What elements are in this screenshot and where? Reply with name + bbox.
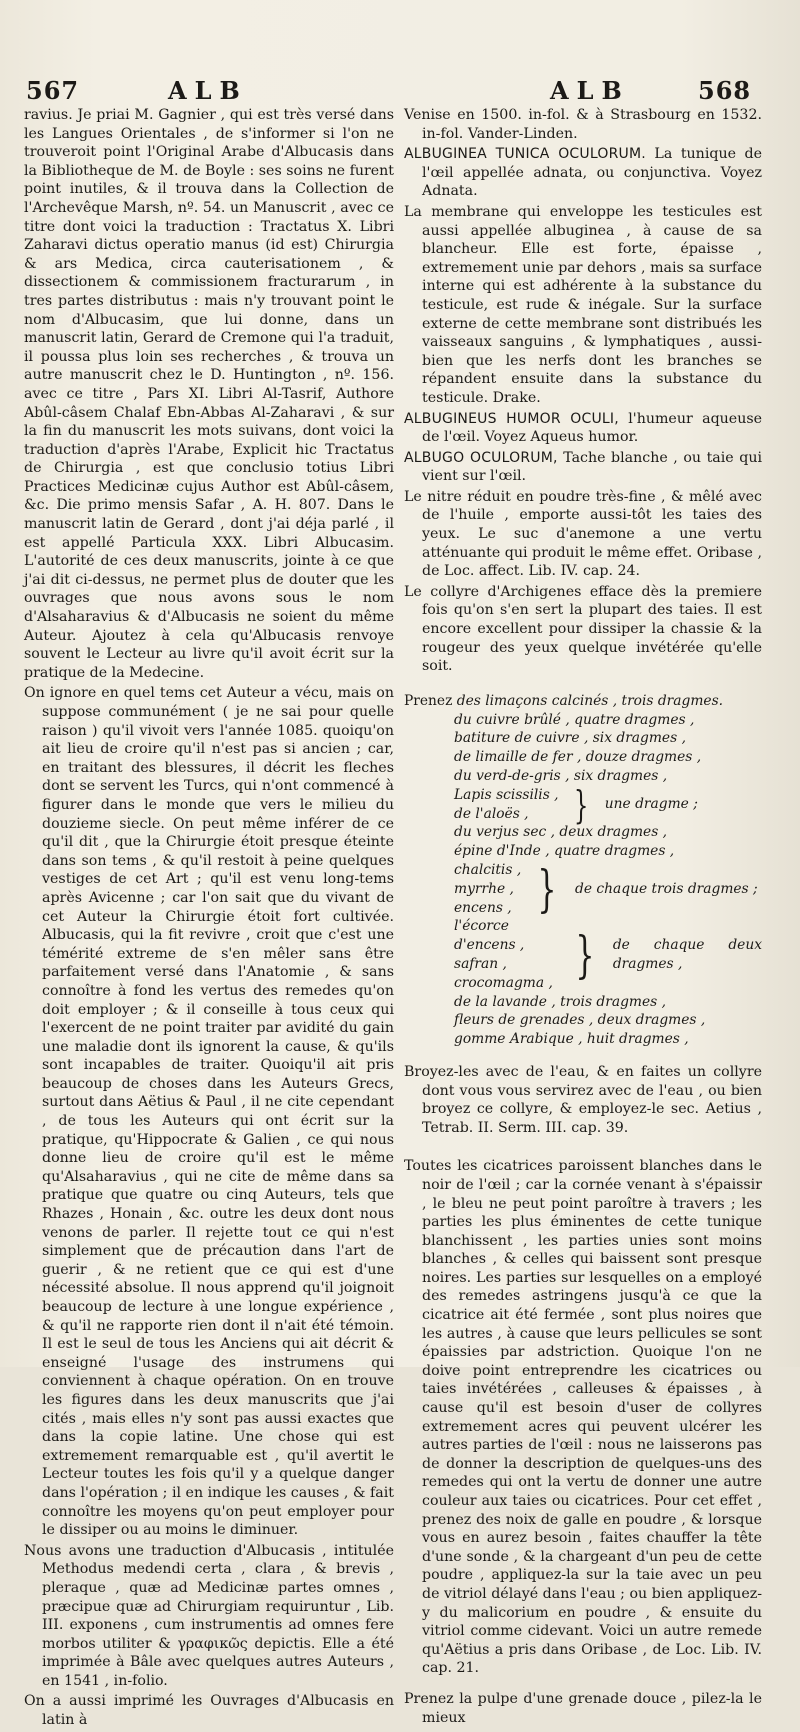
recipe-prenez: Prenez [404,692,457,709]
recipe-brace-label: une dragme ; [604,796,698,813]
right-running-head: ALB [550,76,630,105]
recipe-line: de limaille de fer , douze dragmes , [454,749,702,766]
entry-albugo-oculorum-head: ALBUGO OCULORUM, [404,449,558,466]
recipe-brace-item: l'écorce d'encens , [454,918,525,954]
recipe-brace-item: crocomagma , [454,974,553,991]
recipe-line: du cuivre brûlé , quatre dragmes , [454,711,695,728]
recipe-line: gomme Arabique , huit dragmes , [454,1031,689,1048]
recipe-line: fleurs de grenades , deux dragmes , [454,1012,706,1029]
left-paragraph-4: On a aussi imprimé les Ouvrages d'Albucasis en latin à [24,1693,394,1729]
entry-albugo-oculorum-text: Tache blanche , ou taie qui vient sur l'œil. [422,449,762,485]
right-page-number: 568 [698,76,752,105]
right-paragraph-broyez: Broyez-les avec de l'eau, & en faites un collyre dont vous vous servirez avec de l'eau , ou bien broyez ce collyre, & employez-le sec. Aetius , Tetrab. II. Serm. III. cap. 39. [404,1063,762,1136]
entry-albuginea-tunica [404,145,762,201]
brace-icon: } [575,925,595,984]
brace-icon: } [537,860,557,919]
left-page-number: 567 [26,76,80,105]
brace-icon: } [573,782,588,827]
recipe-list [404,692,762,1049]
recipe-brace-item: myrrhe , [454,880,514,897]
recipe-brace-item: safran , [454,955,507,972]
left-paragraph-2: On ignore en quel tems cet Auteur a vécu, mais on suppose communément ( je ne sai pour quelle raison ) qu'il vivoit vers l'année 1085. quoiqu'on ait lieu de croire qu'il n'est pas si ancien ; car, en traitant des blessures, il décrit les fleches dont se servent les Turcs, qui n'ont commencé à figurer dans le monde que vers le milieu du douzieme siecle. On peut même inférer de ce qu'il dit , que la Chirurgie étoit presque éteinte dans son tems , & qu'il restoit à peine quelques vestiges de cet Art ; qu'il est venu long-tems après Avicenne ; car l'on sait que du vivant de cet Auteur la Chirurgie étoit fort cultivée. Albucasis, qui la fit revivre , croit que c'est une témérité extreme de s'en mêler sans être parfaitement versé dans l'Anatomie , & sans connoître à fond les vertus des remedes qu'on doit employer ; & il conseille à tous ceux qui l'exercent de ne point traiter par avidité du gain une maladie dont ils ignorent la cause, & qu'ils sont incapables de traiter. Quoiqu'il ait pris beaucoup de choses dans les Auteurs Grecs, surtout dans Aëtius & Paul , il ne cite cependant , de tous les Auteurs qui ont écrit sur la pratique, qu'Hippocrate & Galien , ce qui nous donne lieu de croire qu'il est le même qu'Alsaharavius , qui ne cite de même dans sa pratique que quatre ou cinq Auteurs, tels que Rhazes , Honain , &c. outre les deux dont nous venons de parler. Il rejette tout ce qui n'est simplement que de précaution dans l'art de guerir , & ne retient que ce qui est d'une nécessité absolue. Il nous apprend qu'il joignoit beaucoup de lecture à une longue expérience , & qu'il ne rapporte rien dont il n'ait été témoin. Il est le seul de tous les Anciens qui ait décrit & enseigné l'usage des instrumens qui conviennent à chaque opération. On en trouve les figures dans les deux manuscrits que j'ai cités , mais elles n'y sont pas aussi exactes que dans la copie latine. Une chose qui est extremement remarquable est , qu'il avertit le Lecteur toutes les fois qu'il y a quelque danger dans l'opération ; il en indique les causes , & fait connoître les moyens qu'on peut employer pour le dissiper ou au moins le diminuer. [24,685,394,1539]
recipe-brace-item: encens , [454,899,512,916]
entry-albugo-oculorum [404,449,762,486]
recipe-brace-group-2 [404,861,762,917]
recipe-line: épine d'Inde , quatre dragmes , [454,843,675,860]
left-column [24,106,394,1732]
entry-albuginea-tunica-text: La tunique de l'œil appellée adnata, ou conjunctiva. Voyez Adnata. [422,146,762,200]
recipe-brace-group-1 [404,782,762,827]
left-paragraph-3: Nous avons une traduction d'Albucasis , intitulée Methodus medendi certa , clara , & brevis , pleraque , quæ ad Medicinæ partes omnes , præcipue quæ ad Chirurgiam requiruntur , Lib. III. exponens , cum instrumentis ad omnes fere morbos utiliter & γραφικῶς depictis. Elle a été imprimée à Bâle avec quelques autres Auteurs , en 1541 , in-folio. [24,1542,394,1689]
entry-albuginea-tunica-head: ALBUGINEA TUNICA OCULORUM. [404,146,646,163]
recipe-brace-label: de chaque deux dragmes , [612,937,762,972]
recipe-line: de la lavande , trois dragmes , [454,993,667,1010]
left-running-head: ALB [168,76,248,105]
right-paragraph-venise: Venise en 1500. in-fol. & à Strasbourg en 1532. in-fol. Vander-Linden. [404,107,762,142]
right-paragraph-collyre: Le collyre d'Archigenes efface dès la premiere fois qu'on s'en sert la plupart des taies. Il est encore excellent pour dissiper la chassie & la rougeur des yeux quelque invétérée qu'elle soit. [404,583,762,675]
right-paragraph-membrane: La membrane qui enveloppe les testicules est aussi appellée albuginea , à cause de sa blancheur. Elle est forte, épaisse , extremement unie par dehors , mais sa surface interne qui est adhérente à la substance du testicule, est rude & inégale. Sur la surface externe de cette membrane sont distribués les vaisseaux sanguins , & lymphatiques , aussi-bien que les nerfs dont les branches se répandent ensuite dans la substance du testicule. Drake. [404,203,762,406]
recipe-line: du verd-de-gris , six dragmes , [454,768,668,784]
entry-albugineus-humor-text: l'humeur aqueuse de l'œil. Voyez Aqueus humor. [422,410,763,446]
recipe-brace-item: de l'aloës , [454,805,529,822]
right-column [404,106,762,1729]
left-paragraph-1: ravius. Je priai M. Gagnier , qui est très versé dans les Langues Orientales , de s'informer si l'on ne trouveroit point l'Original Arabe d'Albucasis dans la Bibliotheque de M. de Boyle : ses soins ne furent point inutiles, & il trouva dans la Collection de l'Archevêque Marsh, nº. 54. un Manuscrit , avec ce titre dont voici la traduction : Tractatus X. Libri Zaharavi dictus operatio manus (id est) Chirurgia & ars Medica, circa cauterisationem , & dissectionem & commissionem fracturarum , in tres partes distributus : mais n'y trouvant point le nom d'Albucasim, que lui donne, dans un manuscrit latin, Gerard de Cremone qui l'a traduit, il poussa plus loin ses recherches , & trouva un autre manuscrit chez le D. Huntington , nº. 156. avec ce titre , Pars XI. Libri Al-Tasrif, Authore Abûl-câsem Chalaf Ebn-Abbas Al-Zaharavi , & sur la fin du manuscrit les mots suivans, dont voici la traduction d'après l'Arabe, Explicit hic Tractatus de Chirurgia , est que conclusio totius Libri Practices Medicinæ cujus Author est Abûl-câsem, &c. Die primo mensis Safar , A. H. 807. Dans le manuscrit latin de Gerard , dont j'ai déja parlé , il est appellé Particula XXX. Libri Albucasim. L'autorité de ces deux manuscrits, jointe à ce que j'ai dit ci-dessus, ne permet plus de douter que les ouvrages que nous avons sous le nom d'Alsaharavius & d'Albucasis ne soient du même Auteur. Ajoutez à cela qu'Albucasis renvoye souvent le Lecteur au livre qu'il avoit écrit sur la pratique de la Medecine. [24,107,394,681]
right-paragraph-nitre: Le nitre réduit en poudre très-fine , & mêlé avec de l'huile , emporte aussi-tôt les taies des yeux. Le suc d'anemone a une vertu atténuante qui produit le même effet. Oribase , de Loc. affect. Lib. IV. cap. 24. [404,488,762,580]
recipe-brace-item: Lapis scissilis , [454,786,559,803]
recipe-brace-item: chalcitis , [454,861,522,878]
recipe-brace-label: de chaque trois dragmes ; [575,880,758,897]
right-paragraph-prenez-pulpe: Prenez la pulpe d'une grenade douce , pilez-la le mieux [404,1690,762,1726]
entry-albugineus-humor [404,410,762,447]
recipe-line: du verjus sec , deux dragmes , [454,824,668,841]
recipe-first-item: des limaçons calcinés , trois dragmes. [456,692,724,709]
recipe-brace-group-3 [404,917,762,992]
recipe-line: batiture de cuivre , six dragmes , [454,730,686,747]
entry-albugineus-humor-head: ALBUGINEUS HUMOR OCULI, [404,410,619,427]
right-paragraph-cicatrices: Toutes les cicatrices paroissent blanches dans le noir de l'œil ; car la cornée venant à s'épaissir , le bleu ne peut point paroître à travers ; les parties les plus éminentes de cette tunique blanchissent , les parties unies sont moins blanches , & celles qui baissent sont presque noires. Les parties sur lesquelles on a employé des remedes astringens jusqu'à ce que la cicatrice ait été fermée , sont plus noires que les autres , à cause que leurs pellicules se sont épaissies par adstriction. Quoique l'on ne doive point entreprendre les cicatrices ou taies invétérées , calleuses & épaisses , à cause qu'il est besoin d'user de collyres extremement acres qui peuvent ulcérer les autres parties de l'œil : nous ne laisserons pas de donner la description de quelques-uns des remedes qui ont la vertu de donner une autre couleur aux taies ou cicatrices. Pour cet effet , prenez des noix de galle en poudre , & lorsque vous en aurez besoin , faites chauffer la tête d'une sonde , & la chargeant d'un peu de cette poudre , appliquez-la sur la taie avec un peu de vitriol délayé dans l'eau ; ou bien appliquez-y du malicorium en poudre , & ensuite du vitriol comme cidevant. Voici un autre remede qu'Aëtius a pris dans Oribase , de Loc. Lib. IV. cap. 21. [404,1158,762,1677]
recipe-first-line [404,692,762,711]
